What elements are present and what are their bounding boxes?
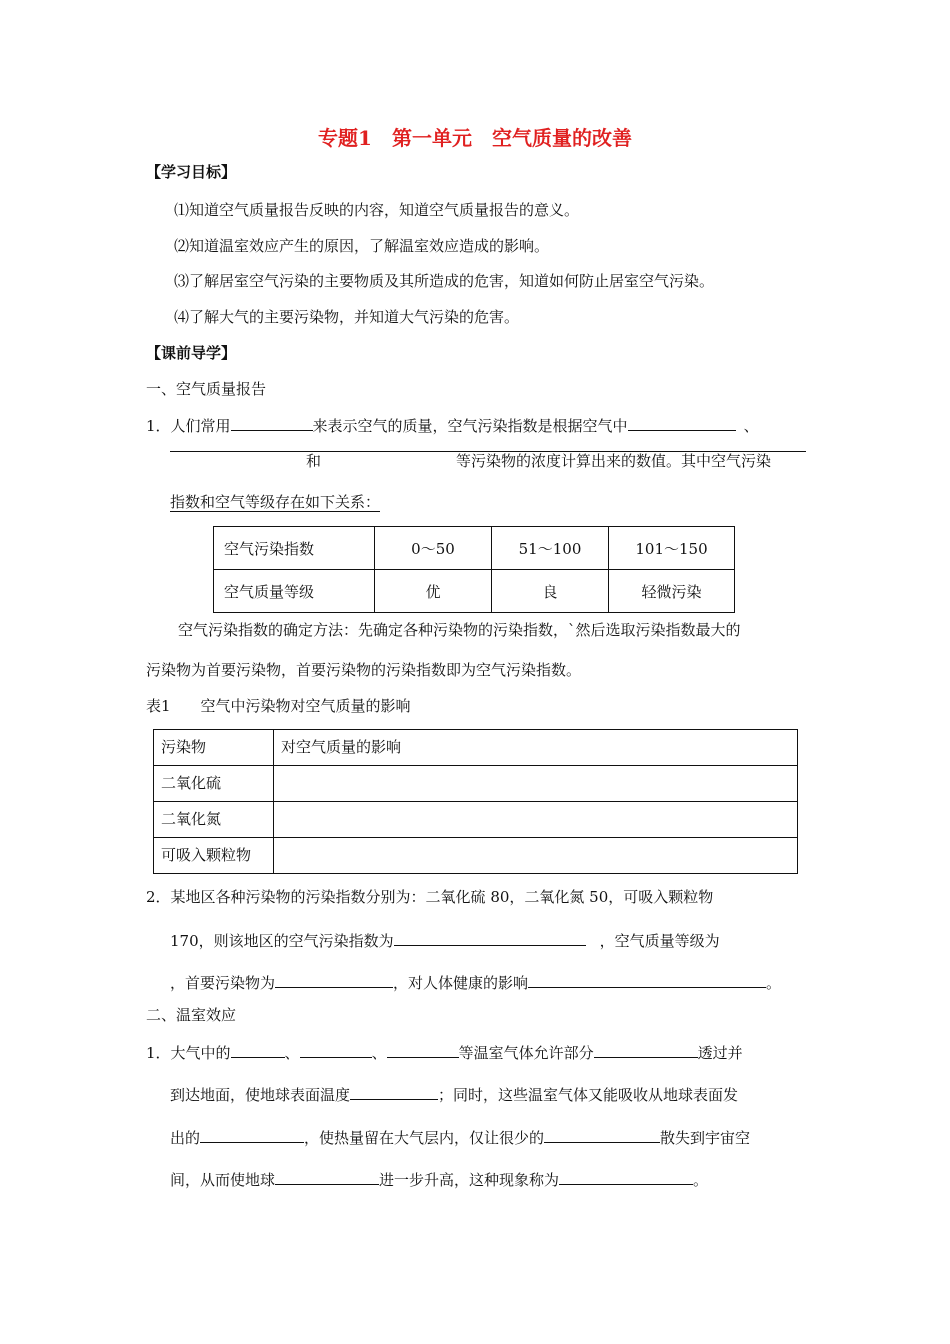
- answer-blank[interactable]: [200, 1126, 304, 1143]
- method-paragraph-line-1: 空气污染指数的确定方法：先确定各种污染物的污染指数，`然后选取污染指数最大的: [178, 621, 741, 639]
- objectives-heading: 【学习目标】: [146, 163, 237, 181]
- answer-blank[interactable]: [594, 1041, 698, 1058]
- answer-blank[interactable]: [275, 1168, 379, 1185]
- pollutant-impact-table: [153, 729, 798, 874]
- answer-blank[interactable]: [231, 1041, 285, 1058]
- method-paragraph-line-2: 污染物为首要污染物，首要污染物的污染指数即为空气污染指数。: [146, 661, 582, 679]
- answer-blank[interactable]: [231, 414, 313, 431]
- question-3-line-4: 间，从而使地球 进一步升高，这种现象称为 。: [170, 1168, 708, 1190]
- answer-blank[interactable]: [387, 1041, 459, 1058]
- question-2-line-3: ，首要污染物为 ，对人体健康的影响 。: [170, 971, 781, 993]
- table-row: 空气污染指数 0～50 51～100 101～150: [214, 527, 735, 570]
- answer-blank[interactable]: [300, 1041, 372, 1058]
- table-row: 二氧化氮: [154, 802, 798, 838]
- answer-cell[interactable]: [274, 838, 798, 874]
- objective-item-2: ⑵知道温室效应产生的原因，了解温室效应造成的影响。: [174, 237, 550, 255]
- answer-blank[interactable]: [559, 1168, 693, 1185]
- table-row: 可吸入颗粒物: [154, 838, 798, 874]
- question-3-line-2: 到达地面，使地球表面温度 ；同时，这些温室气体又能吸收从地球表面发: [170, 1083, 738, 1105]
- question-2-line-1: 2．某地区各种污染物的污染指数分别为：二氧化硫 80，二氧化氮 50，可吸入颗粒物: [146, 888, 714, 906]
- objective-item-3: ⑶了解居室空气污染的主要物质及其所造成的危害，知道如何防止居室空气污染。: [174, 272, 715, 290]
- answer-blank[interactable]: [275, 971, 393, 988]
- question-1-line-1: 1．人们常用 来表示空气的质量，空气污染指数是根据空气中 、: [146, 414, 759, 436]
- answer-blank[interactable]: [528, 971, 766, 988]
- table-2-caption: 表1 空气中污染物对空气质量的影响: [146, 697, 411, 715]
- answer-blank[interactable]: [544, 1126, 660, 1143]
- table-row: 二氧化硫: [154, 766, 798, 802]
- section-2-heading: 二、温室效应: [146, 1006, 237, 1024]
- preview-heading: 【课前导学】: [146, 344, 237, 362]
- objective-item-4: ⑷了解大气的主要污染物，并知道大气污染的危害。: [174, 308, 520, 326]
- question-3-line-3: 出的 ，使热量留在大气层内，仅让很少的 散失到宇宙空: [170, 1126, 750, 1148]
- objective-item-1: ⑴知道空气质量报告反映的内容，知道空气质量报告的意义。: [174, 201, 580, 219]
- table-row: 空气质量等级 优 良 轻微污染: [214, 570, 735, 613]
- answer-blank[interactable]: [350, 1083, 438, 1100]
- question-1-line-3: 指数和空气等级存在如下关系：: [170, 493, 381, 511]
- table-row: 污染物 对空气质量的影响: [154, 730, 798, 766]
- answer-cell[interactable]: [274, 766, 798, 802]
- aqi-level-table: [213, 526, 735, 613]
- section-1-heading: 一、空气质量报告: [146, 380, 267, 398]
- answer-blank[interactable]: [394, 929, 586, 946]
- answer-blank[interactable]: [628, 414, 736, 431]
- answer-cell[interactable]: [274, 802, 798, 838]
- question-3-line-1: 1．大气中的 、 、 等温室气体允许部分 透过并: [146, 1041, 743, 1063]
- question-2-line-2: 170，则该地区的空气污染指数为 ，空气质量等级为: [170, 929, 720, 951]
- question-1-line-2: 和 等污染物的浓度计算出来的数值。其中空气污染: [170, 451, 806, 452]
- page-title: 专题1 第一单元 空气质量的改善: [318, 126, 632, 150]
